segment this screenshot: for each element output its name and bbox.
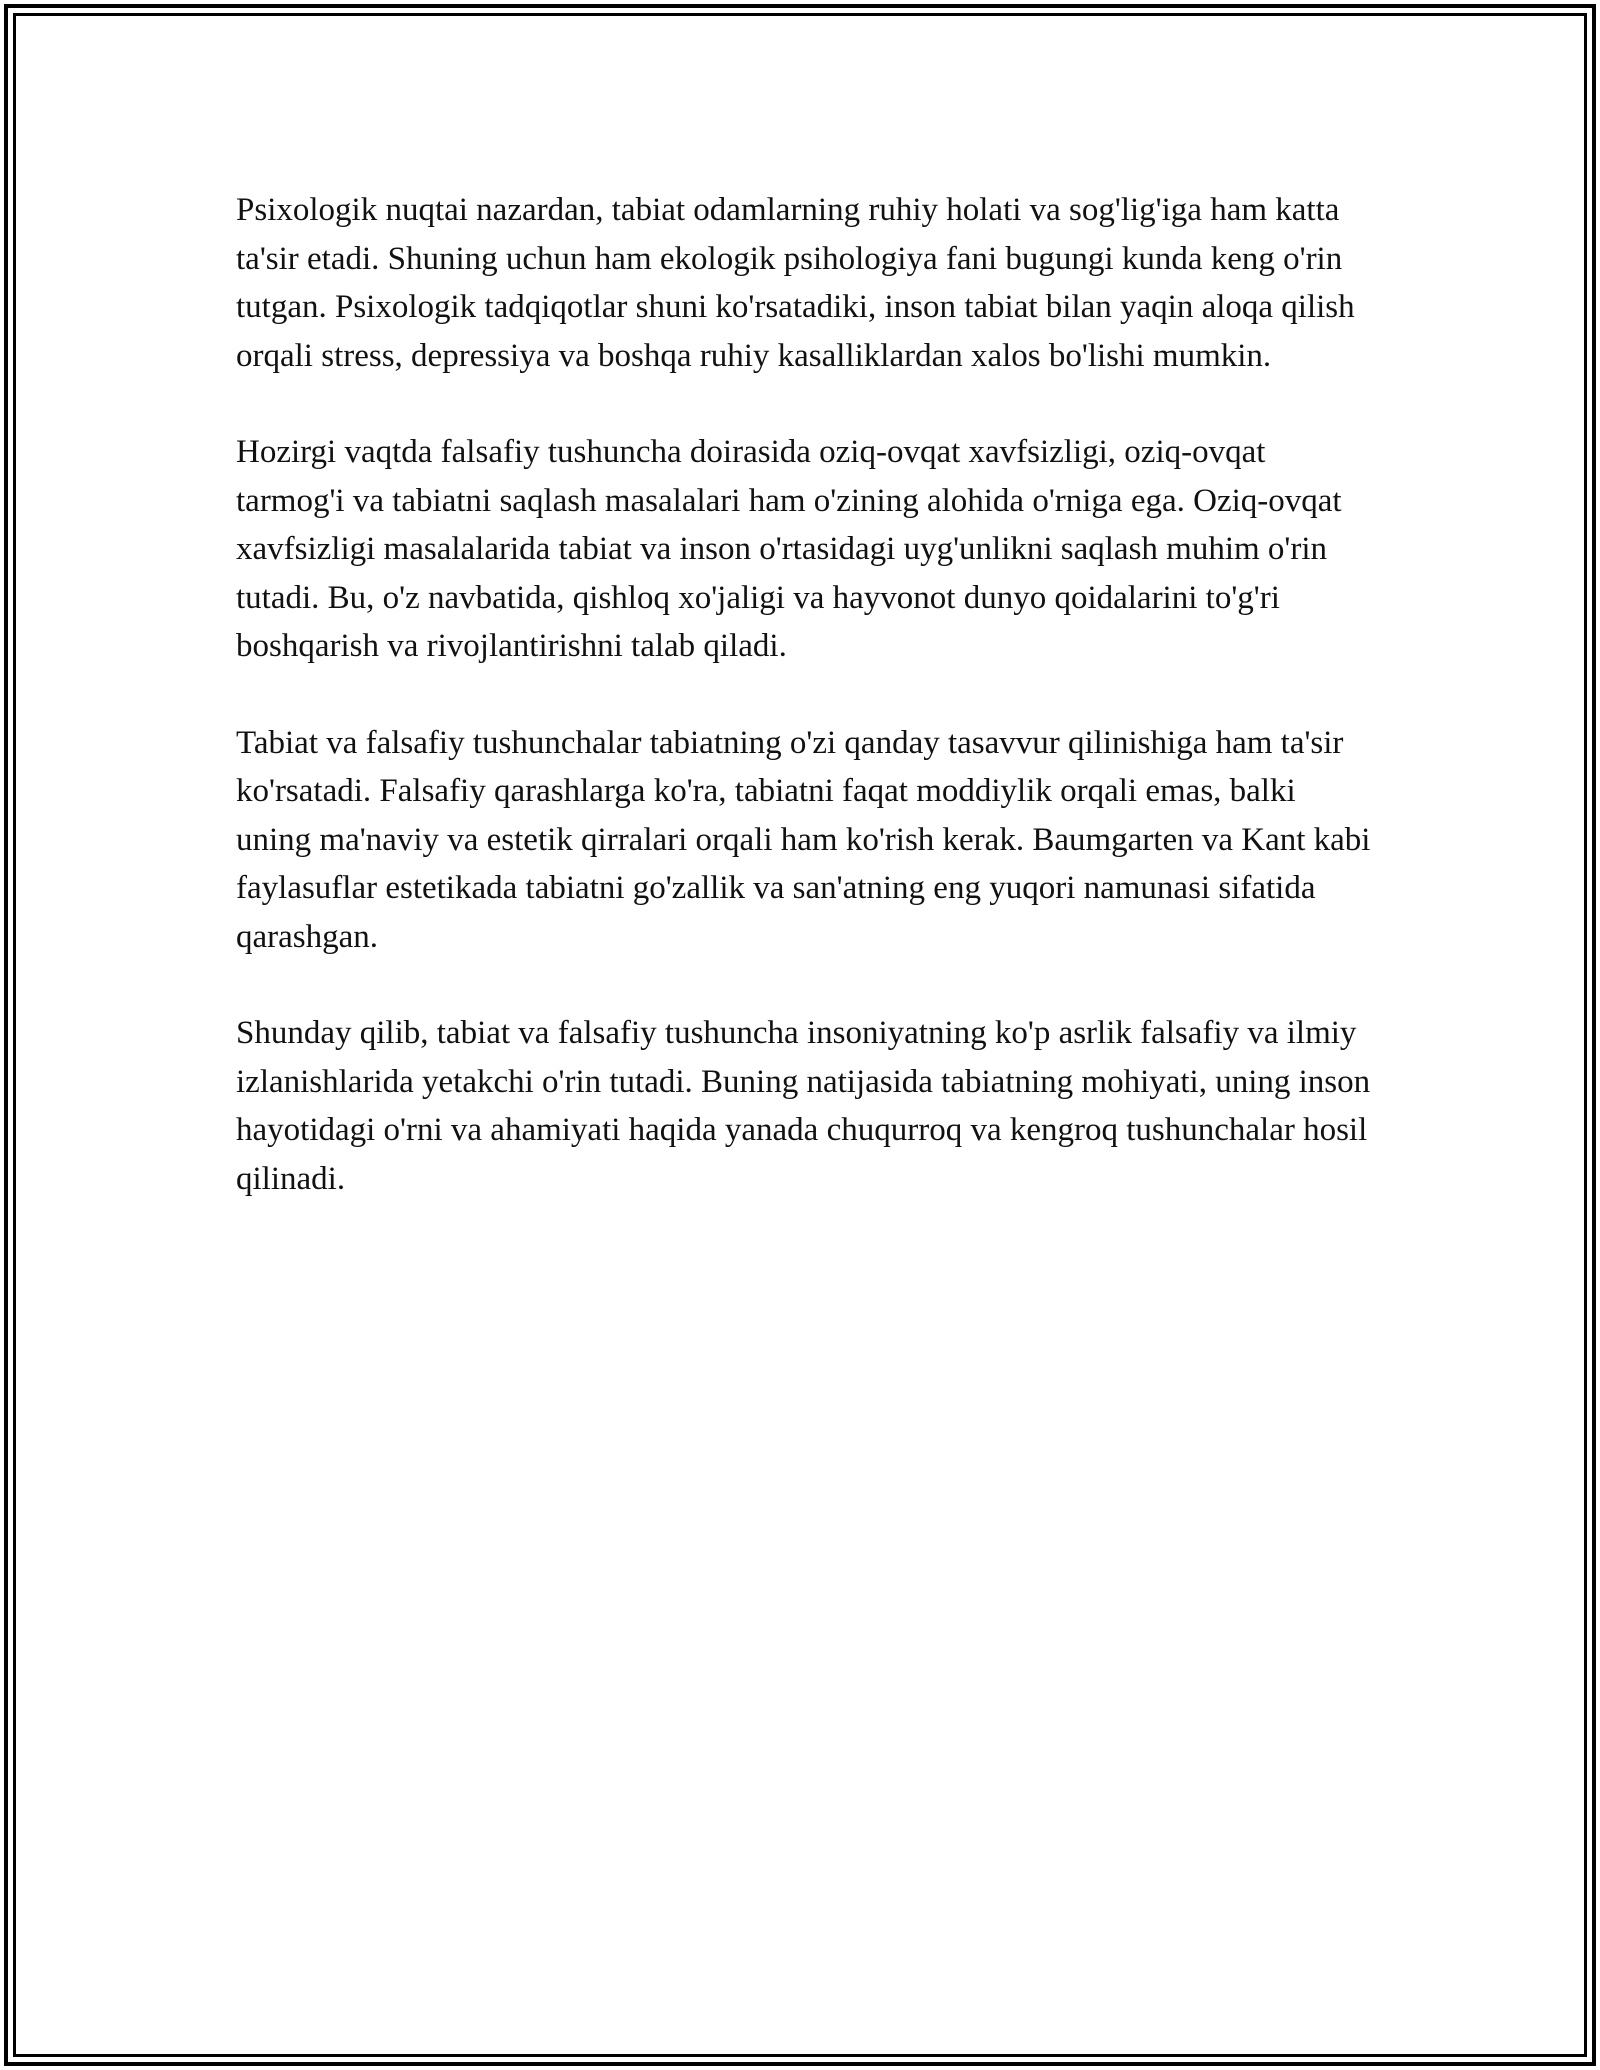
paragraph-1: Psixologik nuqtai nazardan, tabiat odamlarning ruhiy holati va sog'lig'iga ham katta ta'sir etadi. Shuning uchun ham ekologik psihologiya fani bugungi kunda keng o'rin tutgan. Psixologik tadqiqotlar shuni ko'rsatadiki, inson tabiat bilan yaqin aloqa qilish orqali stress, depressiya va boshqa ruhiy kasalliklardan xalos bo'lishi mumkin. bbox=[236, 192, 1355, 374]
paragraph-4: Shunday qilib, tabiat va falsafiy tushuncha insoniyatning ko'p asrlik falsafiy va ilmiy izlanishlarida yetakchi o'rin tutadi. Buning natijasida tabiatning mohiyati, uning inson hayotidagi o'rni va ahamiyati haqida yanada chuqurroq va kengroq tushunchalar hosil qilinadi. bbox=[236, 1015, 1371, 1197]
paragraph-2: Hozirgi vaqtda falsafiy tushuncha doirasida oziq-ovqat xavfsizligi, oziq-ovqat tarmog'i va tabiatni saqlash masalalari ham o'zining alohida o'rniga ega. Oziq-ovqat xavfsizligi masalalarida tabiat va inson o'rtasidagi uyg'unlikni saqlash muhim o'rin tutadi. Bu, o'z navbatida, qishloq xo'jaligi va hayvonot dunyo qoidalarini to'g'ri boshqarish va rivojlantirishni talab qiladi. bbox=[236, 434, 1342, 664]
document-body bbox=[236, 186, 1376, 1203]
paragraph-3: Tabiat va falsafiy tushunchalar tabiatning o'zi qanday tasavvur qilinishiga ham ta'sir ko'rsatadi. Falsafiy qarashlarga ko'ra, tabiatni faqat moddiylik orqali emas, balki uning ma'naviy va estetik qirralari orqali ham ko'rish kerak. Baumgarten va Kant kabi faylasuflar estetikada tabiatni go'zallik va san'atning eng yuqori namunasi sifatida qarashgan. bbox=[236, 724, 1371, 955]
